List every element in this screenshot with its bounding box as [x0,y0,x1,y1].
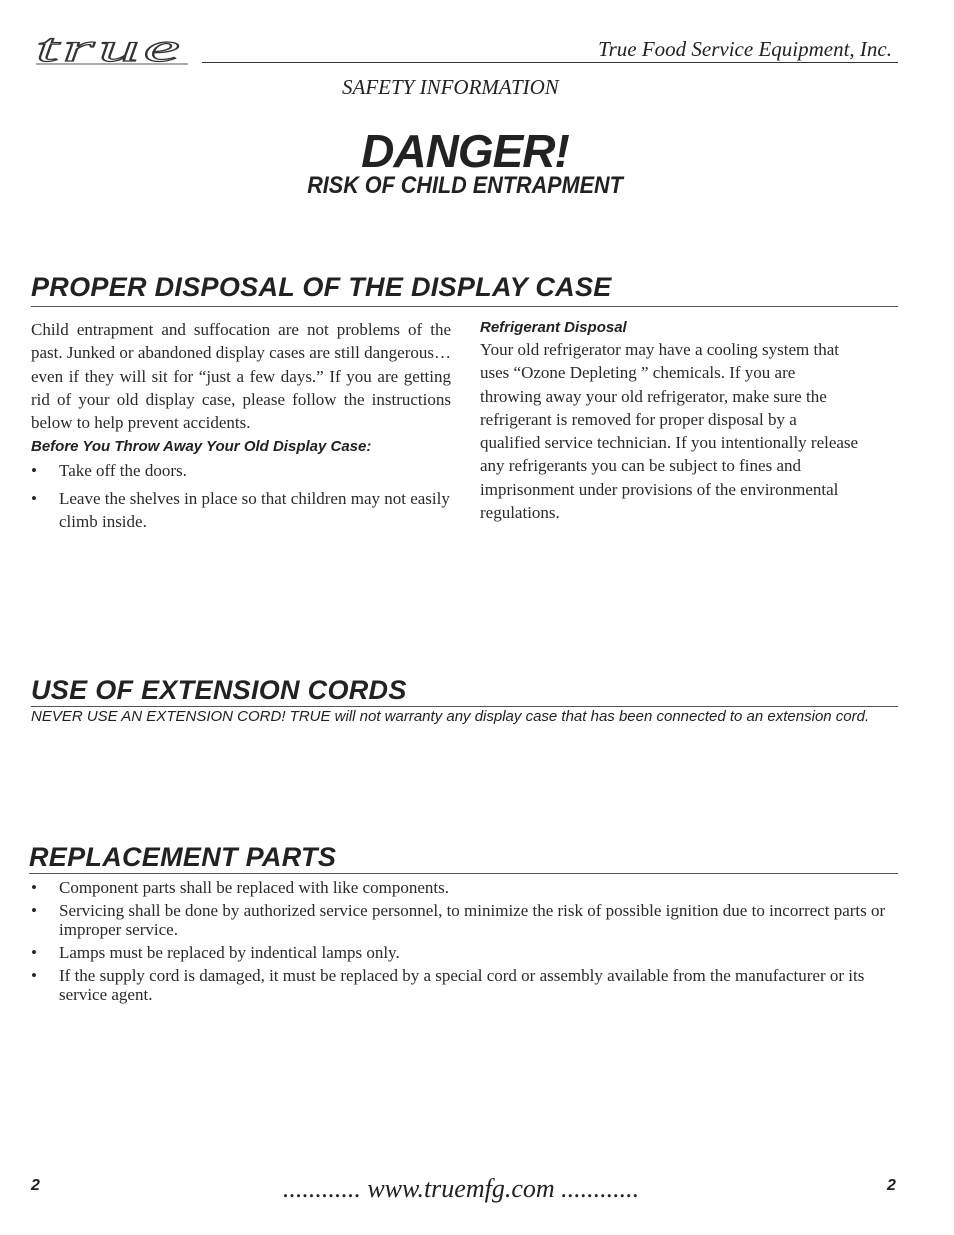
refrigerant-text: Your old refrigerator may have a cooling system that uses “Ozone Depleting ” chemicals. If you are throwing away your old refrigerator, make sure the refrigerant is removed for proper disposal by a qualified service technician. If you intentionally release any refrigerants you can be subject to fines and imprisonment under provisions of the environmental regulations. [480,340,859,523]
list-item [31,459,451,482]
disposal-intro: Child entrapment and suffocation are not problems of the past. Junked or abandoned display cases are still dangerous… even if they will sit for “just a few days.” If you are getting rid of your old display case, please follow the instructions below to help prevent accidents. [31,320,451,433]
company-name: True Food Service Equipment, Inc. [598,37,892,61]
disposal-right-column [480,318,860,524]
parts-heading: REPLACEMENT PARTS [29,842,337,872]
bullet-text: Take off the doors. [59,461,187,481]
bullet-icon: • [31,461,37,481]
extension-heading: USE OF EXTENSION CORDS [31,675,407,705]
refrigerant-heading: Refrigerant Disposal [480,319,627,336]
bullet-text: Leave the shelves in place so that children may not easily climb inside. [59,488,450,532]
bullet-icon: • [31,943,37,962]
before-throw-heading: Before You Throw Away Your Old Display Case: [31,438,372,456]
header-divider [202,62,898,63]
bullet-icon: • [31,488,37,508]
disposal-heading: PROPER DISPOSAL OF THE DISPLAY CASE [31,272,612,302]
list-item [31,487,451,534]
parts-divider [29,873,898,874]
extension-warning: NEVER USE AN EXTENSION CORD! TRUE will not warranty any display case that has been connected to an extension cord. [31,708,870,725]
disposal-left-column [31,318,451,533]
bullet-text: Lamps must be replaced by indentical lamps only. [59,943,400,962]
page-number-left: 2 [31,1177,40,1194]
bullet-icon: • [31,901,37,920]
page-number-right: 2 [887,1177,896,1194]
footer-url[interactable]: ............ www.truemfg.com ............ [282,1174,640,1203]
bullet-icon: • [31,966,37,985]
list-item [31,901,897,939]
bullet-text: Servicing shall be done by authorized service personnel, to minimize the risk of possible ignition due to incorrect parts or improper service. [59,901,886,939]
bullet-text: If the supply cord is damaged, it must be replaced by a special cord or assembly available from the manufacturer or its service agent. [59,966,865,1004]
list-item [31,943,897,962]
parts-list [31,878,897,1008]
extension-divider [31,706,898,707]
list-item [31,966,897,1004]
bullet-icon: • [31,878,37,897]
danger-subtitle: RISK OF CHILD ENTRAPMENT [307,172,623,199]
logo-wordmark: true [36,28,184,68]
section-label: SAFETY INFORMATION [342,75,559,99]
disposal-divider [31,306,898,307]
bullet-text: Component parts shall be replaced with like components. [59,878,449,897]
list-item [31,878,897,897]
danger-title: DANGER! [361,125,569,177]
